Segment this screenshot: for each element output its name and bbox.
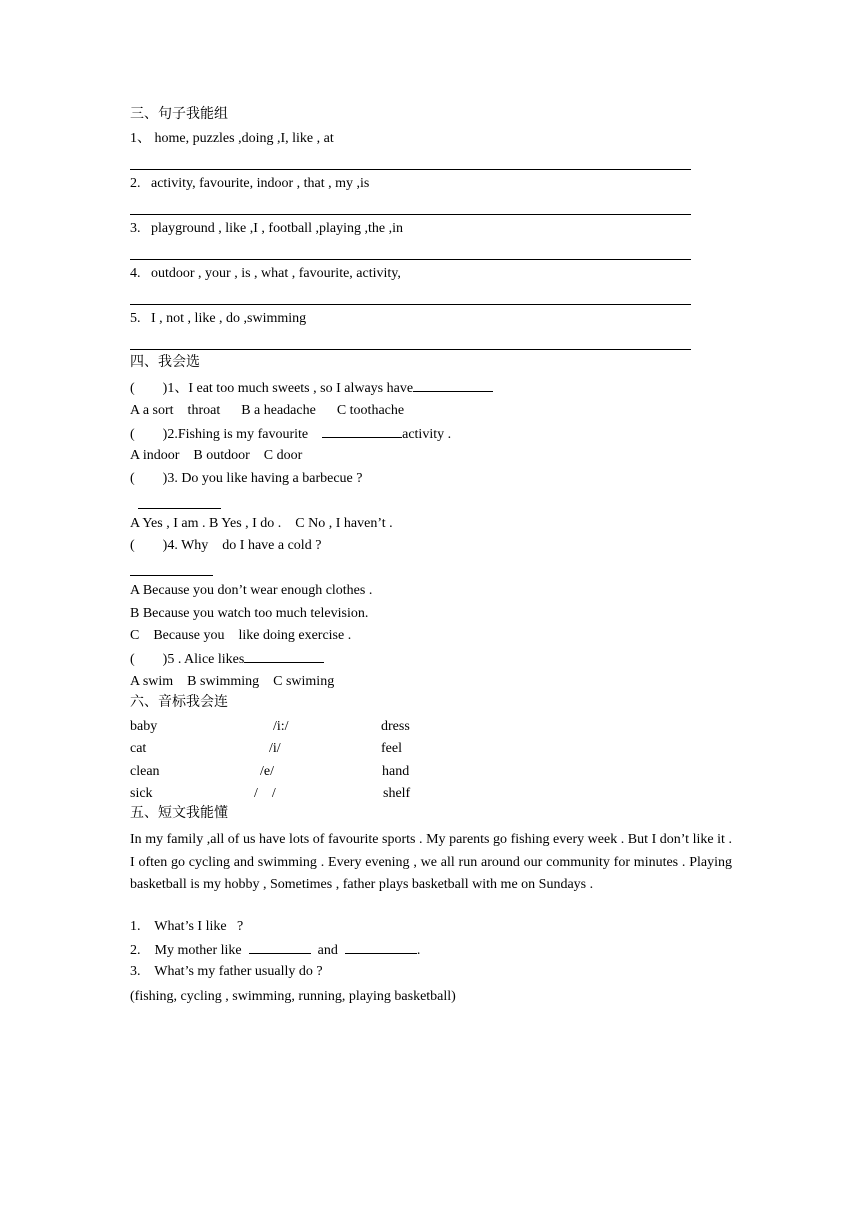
answer-line — [130, 304, 691, 305]
question-1-text: ( )1、I eat too much sweets , so I always have — [130, 381, 414, 396]
question-1 — [130, 379, 493, 398]
fill-blank — [345, 941, 417, 954]
match-word-right: feel — [381, 741, 402, 756]
fill-blank — [413, 379, 493, 392]
match-word-left: sick — [130, 786, 153, 801]
reading-question-1: 1. What’s I like ? — [130, 919, 244, 934]
question-3-options: A Yes , I am . B Yes , I do . C No , I haven’t . — [130, 516, 393, 531]
section-3-item-5: 5. I , not , like , do ,swimming — [130, 311, 307, 326]
fill-blank — [130, 563, 213, 576]
section-3-item-3: 3. playground , like ,I , football ,playing ,the ,in — [130, 221, 403, 236]
word-bank: (fishing, cycling , swimming, running, playing basketball) — [130, 989, 456, 1004]
question-5-text: ( )5 . Alice likes — [130, 652, 245, 667]
section-4-heading: 四、我会选 — [130, 355, 200, 370]
question-2-options: A indoor B outdoor C door — [130, 448, 303, 463]
answer-line — [130, 169, 691, 170]
answer-line — [130, 349, 691, 350]
question-5-options: A swim B swimming C swiming — [130, 674, 335, 689]
reading-question-2 — [130, 941, 420, 960]
fill-blank — [244, 650, 324, 663]
question-2 — [130, 425, 451, 444]
question-4-option-a: A Because you don’t wear enough clothes . — [130, 583, 373, 598]
section-3-heading: 三、句子我能组 — [130, 107, 228, 122]
fill-blank — [138, 496, 221, 509]
phonetic-symbol: /e/ — [260, 764, 274, 779]
match-word-left: cat — [130, 741, 147, 756]
fill-blank — [322, 425, 402, 438]
section-3-item-2: 2. activity, favourite, indoor , that , my ,is — [130, 176, 370, 191]
match-word-right: shelf — [383, 786, 411, 801]
reading-passage: In my family ,all of us have lots of favourite sports . My parents go fishing every week . But I don’t like it . I often go cycling and swimming . Every evening , we all run around our community for minutes . Playing basketball is my hobby , Sometimes , father plays basketball with me on Sundays . — [130, 832, 732, 892]
match-word-left: clean — [130, 764, 160, 779]
question-1-options: A a sort throat B a headache C toothache — [130, 403, 405, 418]
phonetic-symbol: /i:/ — [273, 719, 289, 734]
question-3: ( )3. Do you like having a barbecue ? — [130, 471, 363, 486]
reading-question-3: 3. What’s my father usually do ? — [130, 964, 323, 979]
answer-line — [130, 259, 691, 260]
section-3-item-1: 1、 home, puzzles ,doing ,I, like , at — [130, 131, 334, 146]
section-5-heading: 五、短文我能懂 — [130, 806, 228, 821]
question-4-option-b: B Because you watch too much television. — [130, 606, 369, 621]
phonetic-symbol: /i/ — [269, 741, 281, 756]
question-2-prefix: ( )2.Fishing is my favourite — [130, 427, 323, 442]
fill-blank — [249, 941, 311, 954]
question-5 — [130, 650, 324, 669]
section-6-heading: 六、音标我会连 — [130, 695, 228, 710]
reading-question-2-mid: and — [310, 943, 345, 958]
answer-line — [130, 214, 691, 215]
match-word-right: dress — [381, 719, 410, 734]
question-4-option-c: C Because you like doing exercise . — [130, 628, 352, 643]
section-3-item-4: 4. outdoor , your , is , what , favourite, activity, — [130, 266, 401, 281]
question-4: ( )4. Why do I have a cold ? — [130, 538, 322, 553]
match-word-right: hand — [382, 764, 410, 779]
match-word-left: baby — [130, 719, 158, 734]
question-2-suffix: activity . — [402, 427, 452, 442]
reading-question-2-suffix: . — [416, 943, 421, 958]
reading-question-2-prefix: 2. My mother like — [130, 943, 249, 958]
phonetic-symbol: / / — [254, 786, 276, 801]
